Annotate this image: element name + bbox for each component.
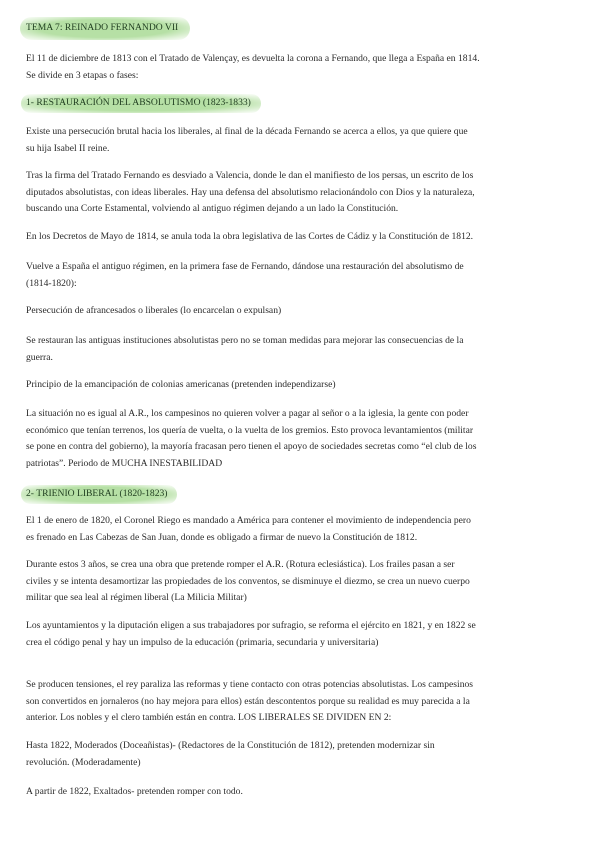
paragraph bbox=[26, 618, 571, 651]
paragraph bbox=[26, 259, 571, 292]
page-title: TEMA 7: REINADO FERNANDO VII bbox=[20, 17, 190, 40]
line: Se divide en 3 etapas o fases: bbox=[26, 69, 139, 81]
line: patriotas”. Periodo de MUCHA INESTABILIDAD bbox=[26, 457, 223, 469]
line: revolución. (Moderadamente) bbox=[26, 756, 141, 768]
line: es frenado en Las Cabezas de San Juan, donde es obligado a firmar de nuevo la Constitución de 1812. bbox=[26, 531, 418, 543]
line: se pone en contra del gobierno), la mayoría fracasan pero tienen el apoyo de sociedades secretas como “el club de los bbox=[26, 441, 477, 452]
line: Se producen tensiones, el rey paraliza las reformas y tiene contacto con otras potencias absolutistas. Los campesinos bbox=[26, 679, 474, 690]
line: El 1 de enero de 1820, el Coronel Riego es mandado a América para contener el movimiento de independencia pero bbox=[26, 515, 471, 526]
line: En los Decretos de Mayo de 1814, se anula toda la obra legislativa de las Cortes de Cádiz y la Constitución de 1812. bbox=[26, 231, 474, 242]
line: son convertidos en jornaleros (no hay mejora para ellos) están descontentos porque su realidad es muy parecida a la bbox=[26, 695, 470, 707]
line: guerra. bbox=[26, 351, 53, 363]
line: diputados absolutistas, con ideas liberales. Hay una defensa del absolutismo relacionándolo con Dios y la naturaleza, bbox=[26, 186, 475, 198]
line: A partir de 1822, Exaltados- pretenden romper con todo. bbox=[26, 786, 243, 797]
line: su hija Isabel II reine. bbox=[26, 142, 110, 154]
line: Vuelve a España el antiguo régimen, en la primera fase de Fernando, dándose una restauración del absolutismo de bbox=[26, 261, 464, 272]
line: Se restauran las antiguas instituciones absolutistas pero no se toman medidas para mejorar las consecuencias de la bbox=[26, 335, 464, 346]
line: Existe una persecución brutal hacia los liberales, al final de la década Fernando se acerca a ellos, ya que quiere que bbox=[26, 126, 468, 137]
paragraph bbox=[26, 303, 571, 320]
section-heading-trienio-liberal: 2- TRIENIO LIBERAL (1820-1823) bbox=[21, 485, 177, 504]
paragraph bbox=[26, 677, 571, 727]
line: Principio de la emancipación de colonias americanas (pretenden independizarse) bbox=[26, 379, 336, 390]
paragraph bbox=[26, 124, 571, 157]
line: crea el código penal y hay un impulso de la educación (primaria, secundaria y universitaria) bbox=[26, 636, 379, 648]
line: La situación no es igual al A.R., los campesinos no quieren volver a pagar al señor o a la iglesia, la gente con poder bbox=[26, 408, 469, 419]
paragraph bbox=[26, 513, 571, 546]
paragraph bbox=[26, 784, 571, 801]
line: económico que tenían terrenos, los quería de vuelta, o la vuelta de los gremios. Esto provoca levantamientos (militar bbox=[26, 424, 474, 436]
section-heading-restauracion: 1- RESTAURACIÓN DEL ABSOLUTISMO (1823-1833) bbox=[21, 94, 261, 113]
line: Tras la firma del Tratado Fernando es desviado a Valencia, donde le dan el manifiesto de los persas, un escrito de los bbox=[26, 170, 474, 181]
line: (1814-1820): bbox=[26, 277, 77, 289]
line: El 11 de diciembre de 1813 con el Tratado de Valençay, es devuelta la corona a Fernando, que llega a España en 1814. bbox=[26, 53, 480, 64]
line: militar que sea leal al régimen liberal (La Milicia Militar) bbox=[26, 592, 247, 603]
line: buscando una Corte Estamental, volviendo al antiguo régimen dejando a un lado la Constitución. bbox=[26, 203, 399, 214]
line: Durante estos 3 años, se crea una obra que pretende romper el A.R. (Rotura eclesiástica). Los frailes pasan a ser bbox=[26, 559, 455, 570]
line: Persecución de afrancesados o liberales (lo encarcelan o expulsan) bbox=[26, 305, 282, 316]
paragraph bbox=[26, 406, 571, 472]
intro-paragraph bbox=[26, 51, 571, 84]
paragraph bbox=[26, 738, 571, 771]
paragraph bbox=[26, 229, 571, 246]
paragraph bbox=[26, 333, 571, 366]
paragraph bbox=[26, 168, 571, 218]
line: civiles y se intenta desamortizar las propiedades de los conventos, se disminuye el diezmo, se crea un nuevo cuerpo bbox=[26, 575, 470, 587]
paragraph bbox=[26, 557, 571, 607]
line: anterior. Los nobles y el clero también están en contra. LOS LIBERALES SE DIVIDEN EN 2: bbox=[26, 712, 392, 723]
line: Los ayuntamientos y la diputación eligen a sus trabajadores por sufragio, se reforma el ejército en 1821, y en 1822 se bbox=[26, 620, 476, 631]
line: Hasta 1822, Moderados (Doceañistas)- (Redactores de la Constitución de 1812), pretenden modernizar sin bbox=[26, 740, 435, 751]
paragraph bbox=[26, 377, 571, 394]
